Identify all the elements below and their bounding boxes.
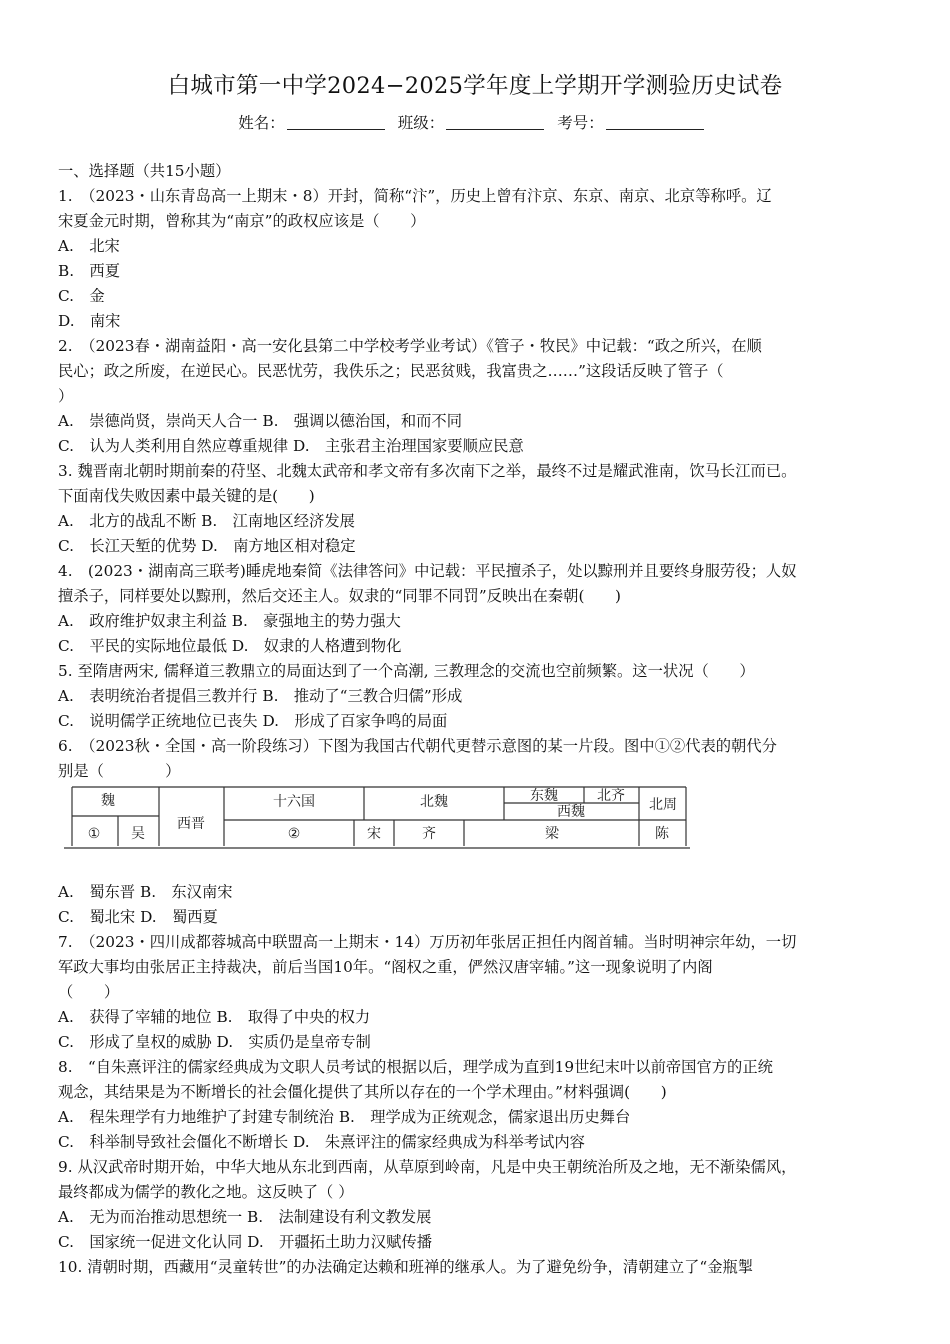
section-title: 一、选择题（共15小题）: [58, 162, 231, 180]
question-6-text: 6. （2023秋・全国・高一阶段练习）下图为我国古代朝代更替示意图的某一片段。图中①②代表的朝代分: [58, 737, 777, 755]
page-title: 白城市第一中学2024−2025学年度上学期开学测验历史试卷: [167, 73, 783, 99]
question-2-text: ）: [58, 387, 74, 405]
label-chen: 陈: [655, 826, 669, 842]
question-8-option[interactable]: C. 科举制导致社会僵化不断增长 D. 朱熹评注的儒家经典成为科举考试内容: [58, 1133, 585, 1151]
question-6-option[interactable]: A. 蜀东晋 B. 东汉南宋: [58, 883, 233, 901]
question-8-text: 8. “自朱熹评注的儒家经典成为文职人员考试的根据以后，理学成为直到19世纪末叶以前帝国官方的正统: [58, 1058, 773, 1076]
question-10-text: 10. 清朝时期，西藏用“灵童转世”的办法确定达赖和班禅的继承人。为了避免纷争，清朝建立了“金瓶掣: [58, 1258, 754, 1276]
label-circle-1: ①: [87, 826, 101, 842]
number-label: 考号：: [557, 114, 604, 132]
question-4-option[interactable]: C. 平民的实际地位最低 D. 奴隶的人格遭到物化: [58, 637, 402, 655]
question-1-option[interactable]: D. 南宋: [58, 312, 121, 330]
question-9-text: 最终都成为儒学的教化之地。这反映了（ ）: [58, 1183, 354, 1201]
label-beiwei: 北魏: [420, 794, 448, 810]
question-2-text: 2. （2023春・湖南益阳・高一安化县第二中学校考学业考试）《管子・牧民》中记载：“政之所兴，在顺: [58, 337, 762, 355]
question-1-option[interactable]: A. 北宋: [58, 237, 120, 255]
question-9-text: 9. 从汉武帝时期开始，中华大地从东北到西南，从草原到岭南，凡是中央王朝统治所及之地，无不渐染儒风，: [58, 1158, 797, 1176]
class-blank[interactable]: [446, 115, 544, 130]
label-wu: 吴: [131, 826, 145, 842]
class-label: 班级：: [397, 114, 445, 132]
question-2-option[interactable]: C. 认为人类利用自然应尊重规律 D. 主张君主治理国家要顺应民意: [58, 437, 524, 455]
question-3-text: 下面南伐失败因素中最关键的是( ): [58, 487, 315, 505]
question-4-text: 擅杀子，同样要处以黥刑，然后交还主人。奴隶的“同罪不同罚”反映出在秦朝( ): [58, 587, 621, 605]
label-liang: 梁: [545, 826, 559, 842]
label-circle-2: ②: [287, 826, 301, 842]
question-7-option[interactable]: A. 获得了宰辅的地位 B. 取得了中央的权力: [58, 1008, 371, 1026]
question-7-text: 军政大事均由张居正主持裁决，前后当国10年。“阁权之重，俨然汉唐宰辅。”这一现象说明了内阁: [58, 958, 713, 976]
question-9-option[interactable]: C. 国家统一促进文化认同 D. 开疆拓土助力汉赋传播: [58, 1233, 432, 1251]
question-5-option[interactable]: C. 说明儒学正统地位已丧失 D. 形成了百家争鸣的局面: [58, 712, 448, 730]
label-dongwei: 东魏: [530, 788, 558, 804]
question-3-option[interactable]: A. 北方的战乱不断 B. 江南地区经济发展: [58, 512, 355, 530]
question-2-option[interactable]: A. 崇德尚贤，崇尚天人合一 B. 强调以德治国，和而不同: [58, 412, 463, 430]
label-wei: 魏: [101, 793, 115, 809]
label-qi: 齐: [422, 826, 436, 842]
question-2-text: 民心；政之所废，在逆民心。民恶忧劳，我佚乐之；民恶贫贱，我富贵之……”这段话反映了管子（: [58, 362, 724, 380]
student-info: [0, 111, 950, 133]
name-blank[interactable]: [287, 115, 385, 130]
question-5-option[interactable]: A. 表明统治者提倡三教并行 B. 推动了“三教合归儒”形成: [58, 687, 463, 705]
question-5-text: 5. 至隋唐两宋, 儒释道三教鼎立的局面达到了一个高潮, 三教理念的交流也空前频繁。这一状况（ ）: [58, 662, 755, 680]
dynasty-diagram: [64, 784, 690, 852]
label-shiliuguo: 十六国: [273, 794, 315, 810]
question-3-option[interactable]: C. 长江天堑的优势 D. 南方地区相对稳定: [58, 537, 356, 555]
question-1-option[interactable]: B. 西夏: [58, 262, 120, 280]
question-8-text: 观念，其结果是为不断增长的社会僵化提供了其所以存在的一个学术理由。”材料强调( ): [58, 1083, 667, 1101]
question-1-text: 宋夏金元时期，曾称其为“南京”的政权应该是（ ）: [58, 212, 426, 230]
question-4-option[interactable]: A. 政府维护奴隶主利益 B. 豪强地主的势力强大: [58, 612, 401, 630]
question-9-option[interactable]: A. 无为而治推动思想统一 B. 法制建设有利文教发展: [58, 1208, 432, 1226]
question-1-option[interactable]: C. 金: [58, 287, 105, 305]
question-3-text: 3. 魏晋南北朝时期前秦的苻坚、北魏太武帝和孝文帝有多次南下之举，最终不过是耀武淮南，饮马长江而已。: [58, 462, 797, 480]
number-blank[interactable]: [606, 115, 704, 130]
question-1-text: 1. （2023・山东青岛高一上期末・8）开封，简称“汴”，历史上曾有汴京、东京、南京、北京等称呼。辽: [58, 187, 772, 205]
question-6-option[interactable]: C. 蜀北宋 D. 蜀西夏: [58, 908, 218, 926]
label-song: 宋: [367, 826, 381, 842]
label-beizhou: 北周: [649, 797, 677, 813]
label-beiqi: 北齐: [597, 788, 625, 804]
name-label: 姓名：: [238, 114, 285, 132]
label-xiwei: 西魏: [557, 804, 585, 820]
question-8-option[interactable]: A. 程朱理学有力地维护了封建专制统治 B. 理学成为正统观念，儒家退出历史舞台: [58, 1108, 631, 1126]
label-xijin: 西晋: [177, 816, 205, 832]
question-6-text: 别是（ ）: [58, 762, 181, 780]
question-7-option[interactable]: C. 形成了皇权的威胁 D. 实质仍是皇帝专制: [58, 1033, 371, 1051]
question-7-text: 7. （2023・四川成都蓉城高中联盟高一上期末・14）万历初年张居正担任内阁首辅。当时明神宗年幼，一切: [58, 933, 797, 951]
question-4-text: 4. (2023・湖南高三联考)睡虎地秦简《法律答问》中记载：平民擅杀子，处以黥刑并且要终身服劳役；人奴: [58, 562, 797, 580]
question-7-text: （ ）: [58, 983, 120, 1001]
